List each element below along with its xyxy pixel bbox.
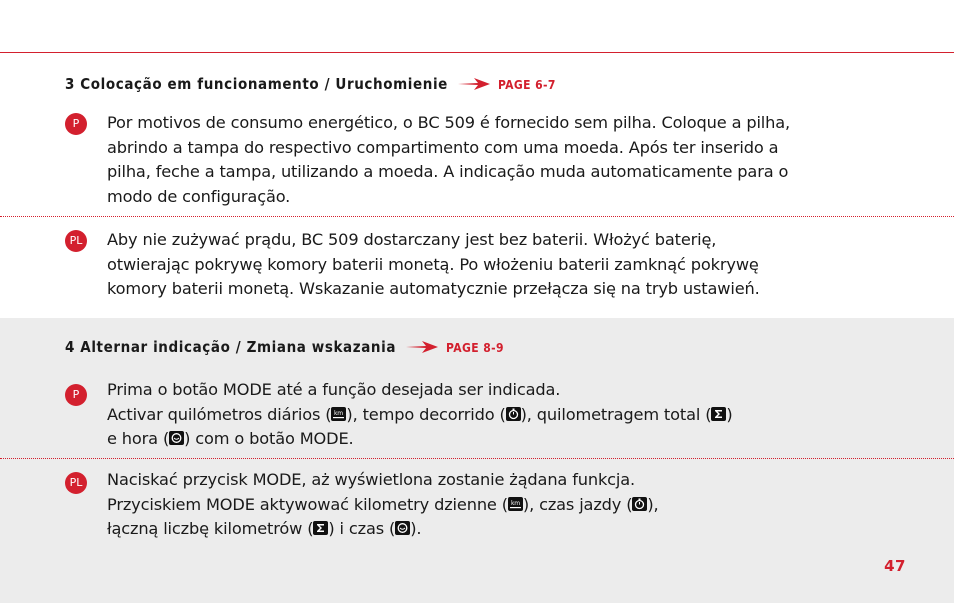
- text-fragment: e hora (: [107, 429, 170, 448]
- text-fragment: ).: [410, 519, 422, 538]
- section-4-heading: [65, 338, 504, 357]
- sigma-icon: [711, 407, 726, 421]
- section-4: [0, 318, 954, 603]
- section-4-title: 4 Alternar indicação / Zmiana wskazania: [65, 338, 397, 356]
- text-fragment: ): [726, 404, 733, 424]
- clock-icon: [169, 431, 184, 445]
- text-fragment: ) com o botão MODE.: [184, 429, 354, 448]
- text-line: modo de configuração.: [107, 186, 291, 206]
- km-daily-icon: [331, 407, 346, 421]
- text-line: [107, 493, 907, 518]
- section-4-text-p: [107, 378, 907, 452]
- text-line: Aby nie zużywać prądu, BC 509 dostarczany jest bez baterii. Włożyć baterię,: [107, 230, 717, 249]
- text-fragment: ) i czas (: [328, 519, 396, 538]
- text-fragment: Activar quilómetros diários (: [107, 404, 332, 424]
- text-line: komory baterii monetą. Wskazanie automatycznie przełącza się na tryb ustawień.: [107, 279, 760, 298]
- lang-badge-p: P: [65, 113, 87, 135]
- text-fragment: ), czas jazdy (: [522, 494, 633, 514]
- dotted-divider: [0, 216, 954, 217]
- text-line: [107, 427, 907, 452]
- dotted-divider: [0, 458, 954, 459]
- clock-icon: [395, 521, 410, 535]
- text-fragment: ), quilometragem total (: [520, 404, 712, 424]
- text-fragment: ), tempo decorrido (: [346, 404, 506, 424]
- text-line: abrindo a tampa do respectivo compartimento com uma moeda. Após ter inserido a: [107, 137, 779, 157]
- text-line: pilha, feche a tampa, utilizando a moeda. A indicação muda automaticamente para o: [107, 162, 789, 181]
- text-line: Naciskać przycisk MODE, aż wyświetlona zostanie żądana funkcja.: [107, 470, 636, 489]
- section-3-text-p: [107, 111, 907, 209]
- text-fragment: Przyciskiem MODE aktywować kilometry dzienne (: [107, 494, 508, 514]
- text-fragment: łączną liczbę kilometrów (: [107, 519, 314, 538]
- text-fragment: ),: [647, 494, 659, 514]
- lang-badge-pl: PL: [65, 230, 87, 252]
- section-3-text-pl: [107, 228, 907, 302]
- stopwatch-icon: [506, 407, 521, 421]
- km-daily-icon: [508, 497, 523, 511]
- section-3: [0, 53, 954, 318]
- text-line: [107, 403, 907, 428]
- section-4-page-ref: PAGE 8-9: [446, 341, 504, 355]
- svg-text:km: km: [510, 499, 520, 507]
- text-line: otwierając pokrywę komory baterii monetą. Po włożeniu baterii zamknąć pokrywę: [107, 254, 759, 274]
- arrow-right-icon: [458, 76, 490, 94]
- section-3-title: 3 Colocação em funcionamento / Uruchomienie: [65, 75, 448, 93]
- svg-text:km: km: [334, 409, 344, 417]
- page-number: 47: [884, 557, 906, 575]
- section-4-text-pl: [107, 468, 907, 542]
- text-line: Por motivos de consumo energético, o BC 509 é fornecido sem pilha. Coloque a pilha,: [107, 113, 791, 132]
- text-line: Prima o botão MODE até a função desejada ser indicada.: [107, 380, 561, 399]
- text-line: [107, 517, 907, 542]
- sigma-icon: [313, 521, 328, 535]
- section-3-heading: [65, 75, 556, 94]
- section-3-page-ref: PAGE 6-7: [497, 78, 556, 92]
- arrow-right-icon: [406, 339, 438, 357]
- stopwatch-icon: [632, 497, 647, 511]
- lang-badge-pl: PL: [65, 472, 87, 494]
- lang-badge-p: P: [65, 384, 87, 406]
